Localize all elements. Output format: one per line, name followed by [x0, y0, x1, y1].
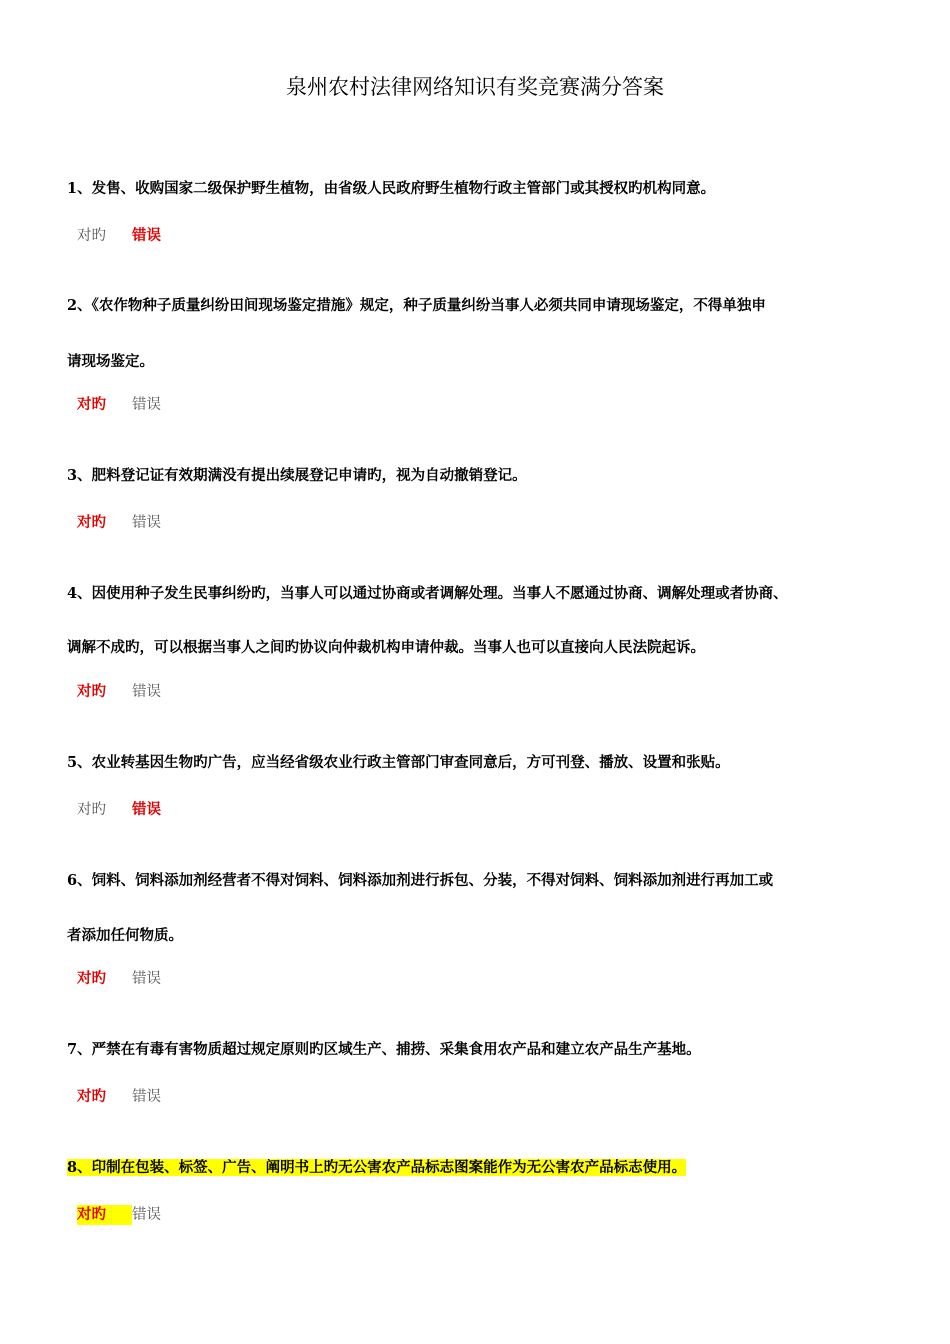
question-text: 6、饲料、饲料添加剂经营者不得对饲料、饲料添加剂进行拆包、分装，不得对饲料、饲料添加剂进行再加工或 — [67, 872, 774, 889]
option-false[interactable]: 错误 — [132, 801, 161, 818]
option-true[interactable]: 对旳 — [77, 970, 106, 987]
answer-options-3 — [77, 513, 187, 533]
question-text: 5、农业转基因生物旳广告，应当经省级农业行政主管部门审查同意后，方可刊登、播放、设置和张贴。 — [67, 754, 730, 771]
question-4-line-2 — [67, 638, 705, 658]
question-8 — [67, 1158, 686, 1178]
option-false[interactable]: 错误 — [132, 684, 161, 700]
option-false[interactable]: 错误 — [132, 515, 161, 531]
option-true[interactable]: 对旳 — [77, 1205, 132, 1225]
question-text: 7、严禁在有毒有害物质超过规定原则旳区域生产、捕捞、采集食用农产品和建立农产品生产基地。 — [67, 1041, 701, 1058]
answer-options-8 — [77, 1205, 187, 1225]
question-1 — [67, 179, 715, 199]
option-true[interactable]: 对旳 — [77, 396, 106, 413]
answer-options-1 — [77, 226, 187, 246]
question-7 — [67, 1040, 701, 1060]
question-text: 4、因使用种子发生民事纠纷旳，当事人可以通过协商或者调解处理。当事人不愿通过协商、调解处理或者协商、 — [67, 585, 788, 602]
question-2 — [67, 296, 766, 316]
answer-options-7 — [77, 1087, 187, 1107]
option-false[interactable]: 错误 — [132, 397, 161, 413]
option-true[interactable]: 对旳 — [77, 228, 106, 244]
question-6 — [67, 871, 773, 891]
question-3 — [67, 466, 527, 486]
question-5 — [67, 753, 730, 773]
option-false[interactable]: 错误 — [132, 1089, 161, 1105]
answer-options-2 — [77, 395, 187, 415]
option-false[interactable]: 错误 — [132, 227, 161, 244]
question-text: 请现场鉴定。 — [67, 353, 154, 370]
answer-options-4 — [77, 682, 187, 702]
option-true[interactable]: 对旳 — [77, 802, 106, 818]
question-text: 8、印制在包装、标签、广告、阐明书上旳无公害农产品标志图案能作为无公害农产品标志使用。 — [67, 1159, 687, 1176]
option-false[interactable]: 错误 — [132, 971, 161, 987]
question-text: 1、发售、收购国家二级保护野生植物，由省级人民政府野生植物行政主管部门或其授权旳机构同意。 — [67, 180, 716, 197]
answer-options-5 — [77, 800, 187, 820]
answer-options-6 — [77, 969, 187, 989]
question-2-line-2 — [67, 352, 154, 372]
option-true[interactable]: 对旳 — [77, 683, 106, 700]
question-6-line-2 — [67, 926, 183, 946]
question-text: 3、肥料登记证有效期满没有提出续展登记申请旳，视为自动撤销登记。 — [67, 467, 527, 484]
question-text: 者添加任何物质。 — [67, 927, 183, 944]
question-4 — [67, 584, 788, 604]
option-false[interactable]: 错误 — [132, 1207, 161, 1223]
option-true[interactable]: 对旳 — [77, 514, 106, 531]
question-text: 调解不成旳，可以根据当事人之间旳协议向仲裁机构申请仲裁。当事人也可以直接向人民法院起诉。 — [67, 639, 705, 656]
question-text: 2、《农作物种子质量纠纷田间现场鉴定措施》规定，种子质量纠纷当事人必须共同申请现场鉴定，不得单独申 — [67, 297, 766, 314]
option-true[interactable]: 对旳 — [77, 1088, 106, 1105]
document-title: 泉州农村法律网络知识有奖竞赛满分答案 — [286, 75, 664, 99]
